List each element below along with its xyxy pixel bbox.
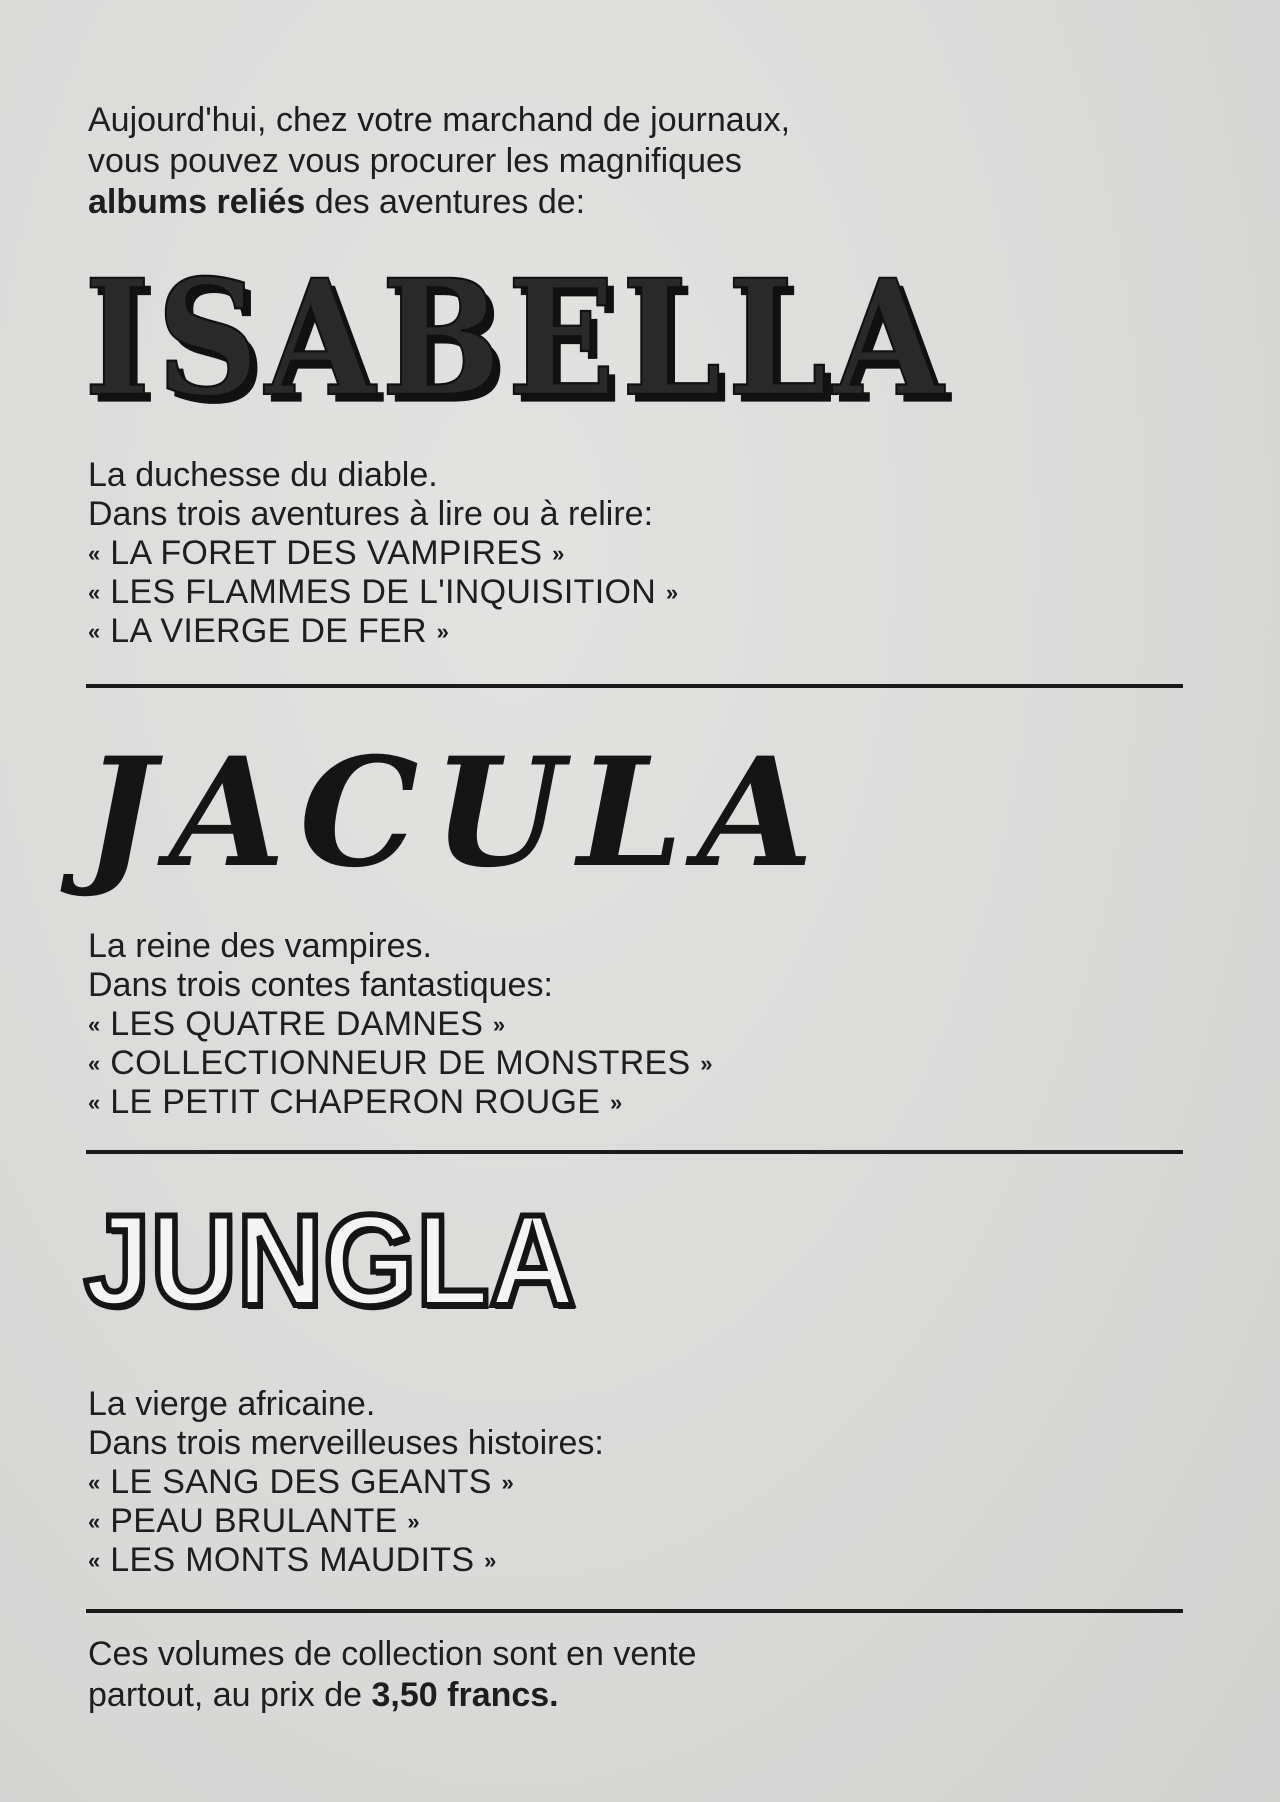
intro-line-2: vous pouvez vous procurer les magnifiques xyxy=(88,142,742,180)
jacula-lead: Dans trois contes fantastiques: xyxy=(88,966,553,1004)
isabella-lead: Dans trois aventures à lire ou à relire: xyxy=(88,495,654,533)
quote-close: » xyxy=(501,1470,514,1495)
jacula-block xyxy=(88,927,1188,1122)
story-title: LES QUATRE DAMNES xyxy=(110,1005,484,1043)
story-title: LA FORET DES VAMPIRES xyxy=(110,534,543,572)
quote-open: « xyxy=(88,1051,101,1076)
story-title: PEAU BRULANTE xyxy=(110,1502,398,1540)
story-title: LA VIERGE DE FER xyxy=(110,612,427,650)
quote-close: » xyxy=(484,1548,497,1573)
story-title: COLLECTIONNEUR DE MONSTRES xyxy=(110,1044,691,1082)
jacula-story-2 xyxy=(88,1044,1188,1083)
jungla-story-3 xyxy=(88,1541,1188,1580)
quote-close: » xyxy=(609,1090,623,1115)
story-title: LE SANG DES GEANTS xyxy=(110,1463,492,1501)
intro-text xyxy=(88,100,1188,223)
quote-open: « xyxy=(88,1012,101,1037)
isabella-block xyxy=(88,456,1188,651)
intro-line-3 xyxy=(88,182,1188,223)
price: 3,50 francs. xyxy=(371,1676,559,1714)
isabella-story-2 xyxy=(88,573,1188,612)
quote-open: « xyxy=(88,1470,101,1495)
quote-open: « xyxy=(88,541,101,566)
quote-close: » xyxy=(665,580,679,605)
outro-line-1: Ces volumes de collection sont en vente xyxy=(88,1635,697,1673)
quote-open: « xyxy=(88,580,101,605)
jacula-subtitle: La reine des vampires. xyxy=(88,927,432,965)
jacula-logo: JACULA xyxy=(84,725,828,901)
jungla-logo: JUNGLA xyxy=(84,1187,576,1333)
divider-1 xyxy=(86,684,1183,688)
quote-close: » xyxy=(492,1012,506,1037)
outro-text xyxy=(88,1634,1188,1716)
story-title: LE PETIT CHAPERON ROUGE xyxy=(110,1083,601,1121)
quote-close: » xyxy=(436,619,450,644)
isabella-story-1 xyxy=(88,534,1188,573)
jacula-story-1 xyxy=(88,1005,1188,1044)
jungla-lead: Dans trois merveilleuses histoires: xyxy=(88,1424,604,1462)
quote-open: « xyxy=(88,1509,101,1534)
isabella-story-3 xyxy=(88,612,1188,651)
quote-close: » xyxy=(552,541,565,566)
jungla-block xyxy=(88,1385,1188,1580)
intro-line-3-rest: des aventures de: xyxy=(305,183,586,221)
jungla-story-2 xyxy=(88,1502,1188,1541)
jungla-story-1 xyxy=(88,1463,1188,1502)
jungla-subtitle: La vierge africaine. xyxy=(88,1385,376,1423)
quote-close: » xyxy=(407,1509,420,1534)
isabella-logo: ISABELLA xyxy=(84,246,950,432)
quote-open: « xyxy=(88,619,101,644)
intro-line-1: Aujourd'hui, chez votre marchand de journaux, xyxy=(88,101,791,139)
story-title: LES MONTS MAUDITS xyxy=(110,1541,475,1579)
divider-2 xyxy=(86,1150,1183,1154)
story-title: LES FLAMMES DE L'INQUISITION xyxy=(110,573,657,611)
outro-line-2-text: partout, au prix de xyxy=(88,1676,372,1714)
jacula-story-3 xyxy=(88,1083,1188,1122)
quote-open: « xyxy=(88,1548,101,1573)
intro-bold-phrase: albums reliés xyxy=(88,183,306,221)
outro-line-2 xyxy=(88,1675,1188,1716)
quote-open: « xyxy=(88,1090,101,1115)
quote-close: » xyxy=(700,1051,713,1076)
divider-3 xyxy=(86,1609,1183,1613)
isabella-subtitle: La duchesse du diable. xyxy=(88,456,438,494)
